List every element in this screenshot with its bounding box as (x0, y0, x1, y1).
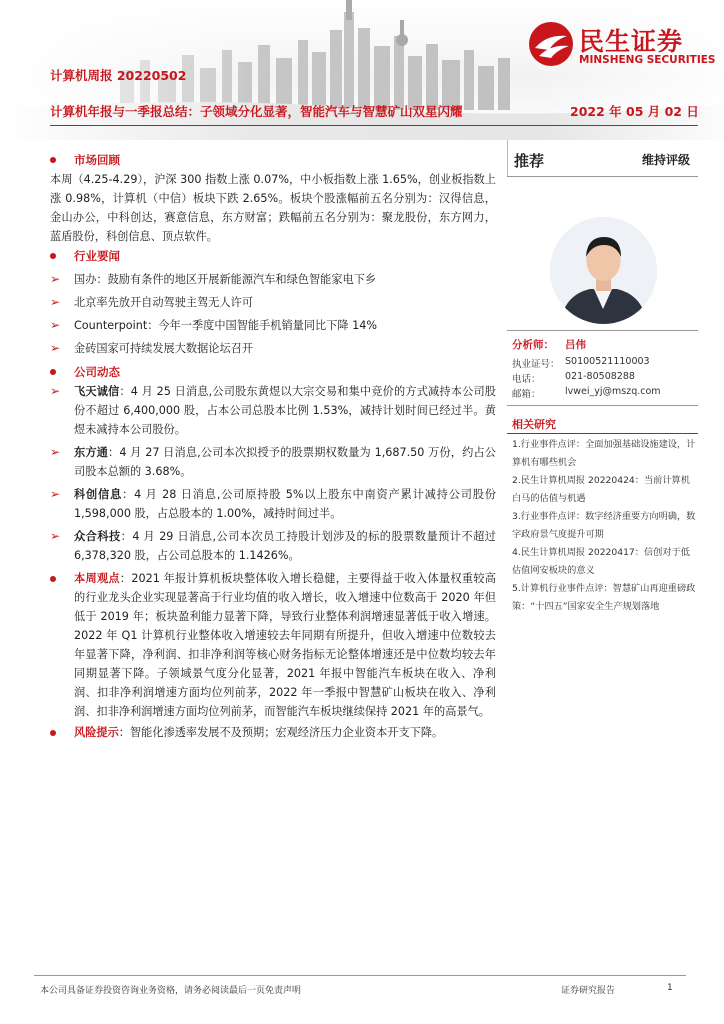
logo-mark-icon (527, 20, 575, 68)
license-label: 执业证号： (512, 359, 560, 370)
industry-news-item: ➢ 金砖国家可持续发展大数据论坛召开 (50, 339, 496, 358)
email-label: 邮箱： (512, 389, 541, 400)
logo-chinese-text: 民生证券 (579, 27, 684, 56)
footer-report-type: 证券研究报告 (561, 986, 616, 996)
section-company-news (50, 362, 496, 382)
report-title: 计算机年报与一季报总结：子领域分化显著，智能汽车与智慧矿山双星闪耀 (50, 104, 463, 119)
sidebar-rule (507, 330, 698, 331)
bullet-icon (50, 369, 56, 375)
section-heading: 公司动态 (74, 365, 120, 379)
industry-news-item: ➢ Counterpoint：今年一季度中国智能手机销量同比下降 14% (50, 316, 496, 335)
recommendation: 推荐 (514, 152, 545, 170)
company-news-item: ➢ 东方通：4 月 27 日消息,公司本次拟授予的股票期权数量为 1,687.50 万份，约占公司股本总额的 3.68%。 (50, 445, 496, 478)
company-news-item: ➢ 科创信息：4 月 28 日消息,公司原持股 5%以上股东中南资产累计减持公司股份 1,598,000 股，占总股本的 1.00%，减持时间过半。 (50, 487, 496, 520)
arrow-bullet-icon: ➢ (50, 318, 61, 332)
related-research-heading: 相关研究 (512, 418, 556, 431)
related-research-item[interactable]: 1.行业事件点评：全面加强基础设施建设，计算机有哪些机会 (512, 439, 696, 468)
section-industry-news (50, 246, 496, 266)
arrow-bullet-icon: ➢ (50, 529, 61, 543)
industry-news-item: ➢ 北京率先放开自动驾驶主驾无人许可 (50, 293, 496, 312)
section-heading: 行业要闻 (74, 249, 120, 263)
report-header (0, 0, 724, 140)
phone-label: 电话： (512, 374, 541, 385)
sidebar-rule (507, 176, 698, 177)
analyst-portrait-icon (550, 217, 657, 324)
phone-value: 021-80508288 (565, 371, 635, 382)
sidebar-divider (507, 140, 508, 176)
arrow-bullet-icon: ➢ (50, 445, 61, 459)
license-value: S0100521110003 (565, 356, 650, 367)
logo-english-text: MINSHENG SECURITIES (579, 54, 716, 66)
arrow-bullet-icon: ➢ (50, 384, 61, 398)
analyst-label: 分析师： (512, 339, 554, 351)
bullet-icon (50, 253, 56, 259)
report-date: 2022 年 05 月 02 日 (570, 104, 699, 119)
arrow-bullet-icon: ➢ (50, 272, 61, 286)
related-research-item[interactable]: 3.行业事件点评：数字经济重要方向明确，数字政府景气度提升可期 (512, 511, 696, 540)
risk-warning-text: ：智能化渗透率发展不及预期；宏观经济压力企业资本开支下降。 (118, 726, 444, 739)
related-research-list (512, 436, 696, 616)
email-value[interactable]: lvwei_yj@mszq.com (565, 386, 661, 397)
rating: 维持评级 (642, 153, 691, 167)
industry-news-item: ➢ 国办：鼓励有条件的地区开展新能源汽车和绿色智能家电下乡 (50, 270, 496, 289)
sidebar-rule (507, 433, 698, 434)
report-type: 计算机周报 20220502 (50, 68, 187, 83)
arrow-bullet-icon: ➢ (50, 341, 61, 355)
related-research-item[interactable]: 5.计算机行业事件点评：智慧矿山再迎重磅政策：“十四五”国家安全生产规划落地 (512, 583, 696, 612)
footer-disclaimer: 本公司具备证券投资咨询业务资格，请务必阅读最后一页免责声明 (40, 986, 302, 996)
header-divider (50, 125, 698, 126)
company-news-item: ➢ 众合科技：4 月 29 日消息,公司本次员工持股计划涉及的标的股票数量预计不超过 6,378,320 股，占公司总股本的 1.1426%。 (50, 529, 496, 562)
risk-warning (50, 723, 496, 742)
bullet-icon (50, 576, 56, 582)
arrow-bullet-icon: ➢ (50, 487, 61, 501)
company-news-item: ➢ 飞天诚信：4 月 25 日消息,公司股东黄煜以大宗交易和集中竞价的方式减持本公司股份不超过 6,400,000 股，占本公司总股本比例 1.53%，减持计划时间已经过半。黄煜未减持本公司股份。 (50, 384, 496, 436)
analyst-photo (550, 217, 657, 324)
market-review-text: 本周（4.25-4.29），沪深 300 指数上涨 0.07%，中小板指数上涨 1.65%，创业板指数上涨 0.98%，计算机（中信）板块下跌 2.65%。板块个股涨幅前五名分别为：汉得信息，金山办公，中科创达，赛意信息，东方财富；跌幅前五名分别为：聚龙股份，东方网力，蓝盾股份，科创信息、顶点软件。 (50, 173, 496, 243)
weekly-view (50, 569, 496, 721)
analyst-name: 吕伟 (565, 339, 586, 351)
related-research-item[interactable]: 2.民生计算机周报 20220424：当前计算机白马的估值与机遇 (512, 475, 690, 504)
section-market-review (50, 150, 496, 170)
main-content (50, 150, 496, 742)
arrow-bullet-icon: ➢ (50, 295, 61, 309)
page-number: 1 (667, 983, 673, 993)
bullet-icon (50, 157, 56, 163)
section-heading: 市场回顾 (74, 153, 120, 167)
weekly-view-label: 本周观点 (74, 572, 120, 585)
sidebar-rule (507, 405, 698, 406)
footer-divider (34, 975, 686, 976)
bullet-icon (50, 730, 56, 736)
risk-warning-label: 风险提示 (74, 726, 119, 739)
weekly-view-text: ：2021 年报计算机板块整体收入增长稳健，主要得益于收入体量权重较高的行业龙头企业实现显著高于行业均值的收入增长，收入增速中位数高于 2020 年但低于 2019 年；板块盈利能力显著下降，导致行业整体利润增速显著低于收入增速。2022 年 Q1 计算机行业整体收入增速较去年同期有所提升，但收入增速中位数较去年显著下降，净利润、扣非净利润等核心财务指标无论整体增速还是中位数均较去年同期显著下降。子领域景气度分化显著，2021 年报中智能汽车板块在收入、净利润、扣非净利润增速方面均位列前茅，2022 年一季报中智慧矿山板块在收入、净利润、扣非净利润增速方面均位列前茅，而智能汽车板块继续保持 2021 年的高景气。 (74, 572, 496, 718)
minsheng-logo (527, 18, 716, 74)
related-research-item[interactable]: 4.民生计算机周报 20220417：信创对于低估值网安板块的意义 (512, 547, 690, 576)
